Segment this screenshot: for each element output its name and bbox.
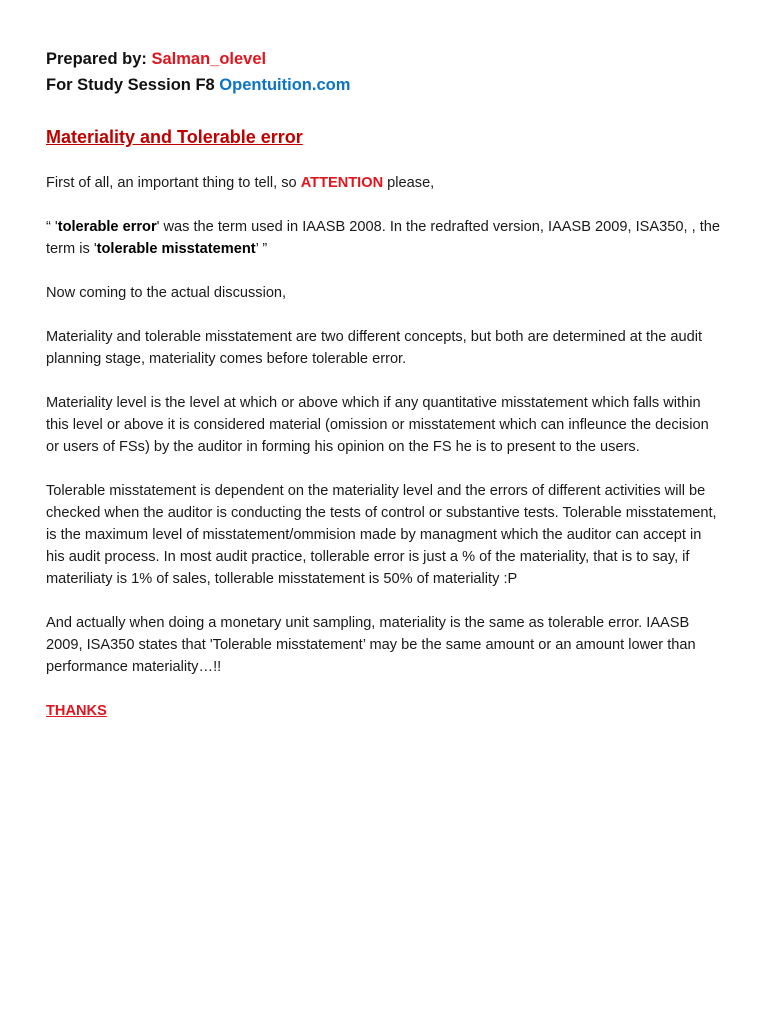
materiality-paragraph: Materiality level is the level at which or above which if any quantitative misstatement which falls within this level or above it is considered material (omission or misstatement which can infleunce the decision or users of FSs) by the auditor in forming his opinion on the FS he is to present to the users. [46, 395, 709, 455]
document-page [46, 46, 722, 722]
study-session-line [46, 72, 722, 98]
intro-text-after: please, [383, 175, 435, 191]
intro-paragraph [46, 172, 722, 194]
quote-close: ’ ” [255, 241, 268, 257]
attention-word: ATTENTION [300, 175, 384, 191]
sampling-paragraph: And actually when doing a monetary unit sampling, materiality is the same as tolerable error. IAASB 2009, ISA350 states that 'Tolerable misstatement’ may be the same amount or an amount lower than performance materiality…!! [46, 615, 696, 675]
concepts-paragraph: Materiality and tolerable misstatement are two different concepts, but both are determined at the audit planning stage, materiality comes before tolerable error. [46, 329, 703, 367]
author-name: Salman_olevel [151, 50, 267, 68]
prepared-by-line [46, 46, 722, 72]
intro-text-before: First of all, an important thing to tell, so [46, 175, 301, 191]
document-title: Materiality and Tolerable error [46, 127, 303, 147]
site-link[interactable]: Opentuition.com [219, 76, 351, 94]
quote-open: “ ' [46, 219, 58, 235]
quote-middle: ' was the term used in IAASB 2008. In the redrafted version, IAASB 2009, ISA350, , the term is ' [46, 219, 721, 257]
term-new: tolerable misstatement [96, 241, 256, 257]
coming-paragraph: Now coming to the actual discussion, [46, 285, 287, 301]
term-old: tolerable error [57, 219, 157, 235]
prepared-by-label: Prepared by: [46, 50, 152, 68]
study-session-label: For Study Session F8 [46, 76, 220, 94]
tolerable-paragraph: Tolerable misstatement is dependent on the materiality level and the errors of different activities will be checked when the auditor is conducting the tests of control or substantive tests. Tolerable misstatement, is the maximum level of misstatement/ommision made by managment which the auditor can accept in his audit process. In most audit practice, tollerable error is just a % of the materiality, that is to say, if materiliaty is 1% of sales, tollerable misstatement is 50% of materiality :P [46, 483, 717, 587]
thanks-closing: THANKS [46, 703, 107, 719]
quote-paragraph [46, 216, 722, 260]
